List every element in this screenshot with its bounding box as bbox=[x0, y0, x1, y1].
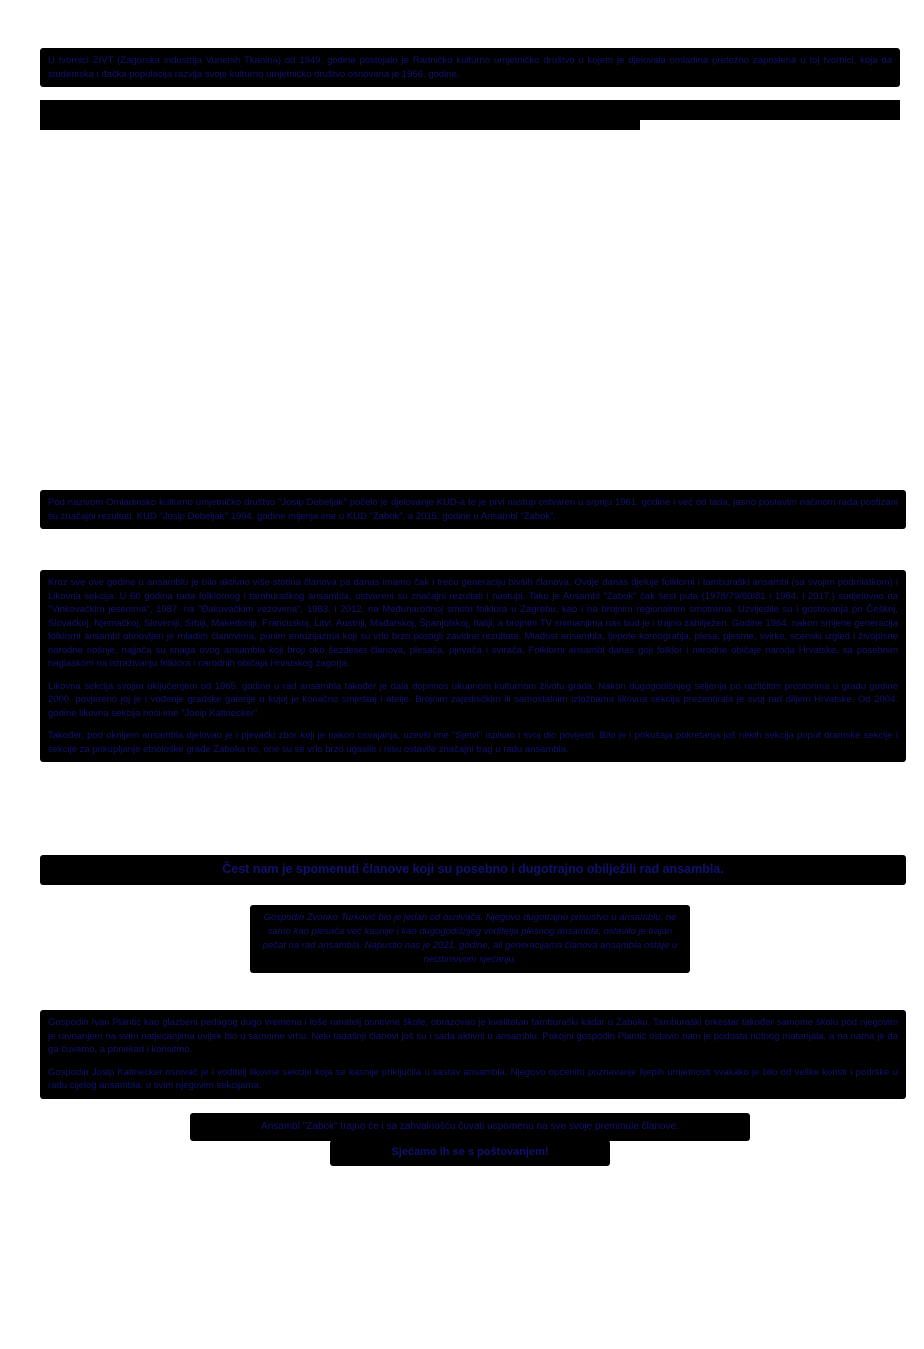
decorative-band-top bbox=[40, 100, 900, 120]
closing-line: Ansambl "Zabok" trajno će i sa zahvalnošću čuvati uspomenu na sve svoje preminule članove. bbox=[190, 1113, 750, 1141]
main-body bbox=[40, 570, 906, 762]
main-paragraph-2: Likovna sekcija svojim uključenjem od 1965. godine u rad ansambla također je dala doprinos ukupnom kulturnom životu grada. Nakon dugogodišnjeg seljenja po različitim prostorima u gradu godine 2000. povjereno joj je i vođenje gradske galerije u kojoj je konačno smještaj i atelje. Brojnim zajedničkim ili samostalnim izložbama likovna sekcija prezentirala je svoj rad diljem Hrvatske. Od 2004. godine likovna sekcija nosi ime "Josip Kaltnecker". bbox=[48, 680, 898, 719]
history-paragraph: Pod nazivom Omladinsko kulturno umjetničko društvo "Josip Debeljak" počelo je djelovanje KUD-a te je prvi nastup ostvaren u srpnju 1961. godine i već od tada, jasno postavim načinom rada postizani su značajni rezultati. KUD "Josip Debeljak" 1994. godine mijenja ime u KUD "Zabok", a 2015. godine u Ansambl "Zabok". bbox=[40, 490, 906, 529]
zvonko-turkovic-paragraph: Gospodin Zvonko Turković bio je jedan od osnivača. Njegovo dugotrajno prisustvo u ansamblu, ne samo kao plesača već kasnije i kao dugogodišnjeg voditelja plesnog ansambla, ostavilo je trajan pečat na rad ansambla. Napustio nas je 2021. godine, ali generacijama članova ansambla ostaje u neizbrisivom sjećanju. bbox=[250, 905, 690, 973]
main-paragraph-3: Također, pod okriljem ansambla djelovao je i pjevački zbor koji je nakon osvajanja, uzevši ime "Sjetvi" ispisao i svoj dio povijesti. Bilo je i pokušaja pokretanja još nekih sekcija poput dramske sekcije i sekcije za prikupljanje etnološke građe Zaboka no, one su se vrlo brzo ugasile i nisu ostavile značajni trag u radu ansambla. bbox=[48, 730, 898, 755]
main-paragraph-1: Kroz sve ove godine u ansamblu je bilo aktivno više stotina članova pa danas imamo čak i treću generaciju bivših članova. Ovdje danas djeluje folklorni i tamburaški ansambl (sa svojim podmlatkom) i Likovna sekcija. U 60 godina rada folklornog i tamburaškog ansambla, ostvareni su značajni rezultati i nastupi. Tako je Ansambl "Zabok" čak šest puta (1978/79/80/81 i 1984. i 2017.) sudjelovao na "Vinkovačkim jesenima", 1987. na "Đakovačkim vezovima", 1983. i 2012. na Međunarodnoj smotri folklora u Zagrebu, kao i na brojnim regionalnim smotrama. Uzvijedile su i gostovanja po Češkoj, Slovačkoj, Njemačkoj, Sloveniji, Srbiji, Makedoniji, Francuskoj, Litvi, Austriji, Mađarskoj, Španjolskoj, Italiji, a brojnim TV snimanjima nas bud je i trajno zabilježen. Godine 1964. nakon smjene generacija folklorni ansambl obnovljen je mladim članovima, punim entuzijazma koji su vrlo brzo postigli zavidne rezultate. Mladost ansambla, ljepote koreografija, plesa, pjesme, svirke, scenski izgled i živopisne narodne nošnje, najjača su snaga ovog ansambla koji broji oko šezdeset članova, plesača, pjevača i svirača. Folklorni ansambl danas goji folklor i narodne običaje naroda Hrvatske, sa posebnim naglaskom na istraživanju folklora i narodnih običaja Hrvatskog zagorja. bbox=[48, 577, 898, 669]
plantic-kaltnecker-body bbox=[40, 1010, 906, 1099]
kaltnecker-paragraph: Gospodin Josip Kaltnecker osnivač je i voditelj likovne sekcije koja se kasnije priključila u sastav ansambla. Njegovo općenito poznavanje lijepih umjetnosti svakako je bilo od velike koristi i podrške u radu cijelog ansambla, u svim njegovim sekcijama. bbox=[48, 1066, 898, 1091]
intro-paragraph: U tvornici ZIVT (Zagorska industrija Vunenih Tkanina) od 1949. godine postojalo je Radničko kulturno umjetničko društvo u kojem je djelovala omladina pretežno zaposlena u toj tvornici, koja da studentska i đačka populacija razvija svoje kulturno umjetničko društvo osnovana je 1956. godine. bbox=[40, 48, 900, 87]
decorative-band-mid bbox=[40, 120, 640, 130]
members-heading: Čest nam je spomenuti članove koji su posebno i dugotrajno obilježili rad ansambla. bbox=[40, 855, 906, 885]
plantic-paragraph: Gospodin Ivan Plantić kao glazbeni pedagog dugo vremena i loše ranatelj osnovne škole, obrazovao je kvalitetan tamburaški kadar u Zaboku. Tamburaški orkestar također samome školu pod njegovim je ravnanjem na svim natjecanjima uvijek bio u samome vrhu. Neki tadašnji članovi još su i sada aktivni u ansamblu. Pokojni gospodin Plantić ostavio nam je podosta notnog materijala, a na nama je da ga čuvamo, a ponekad i korisitmo. bbox=[48, 1017, 898, 1055]
final-line: Sjećamo ih se s poštovanjem! bbox=[330, 1140, 610, 1166]
